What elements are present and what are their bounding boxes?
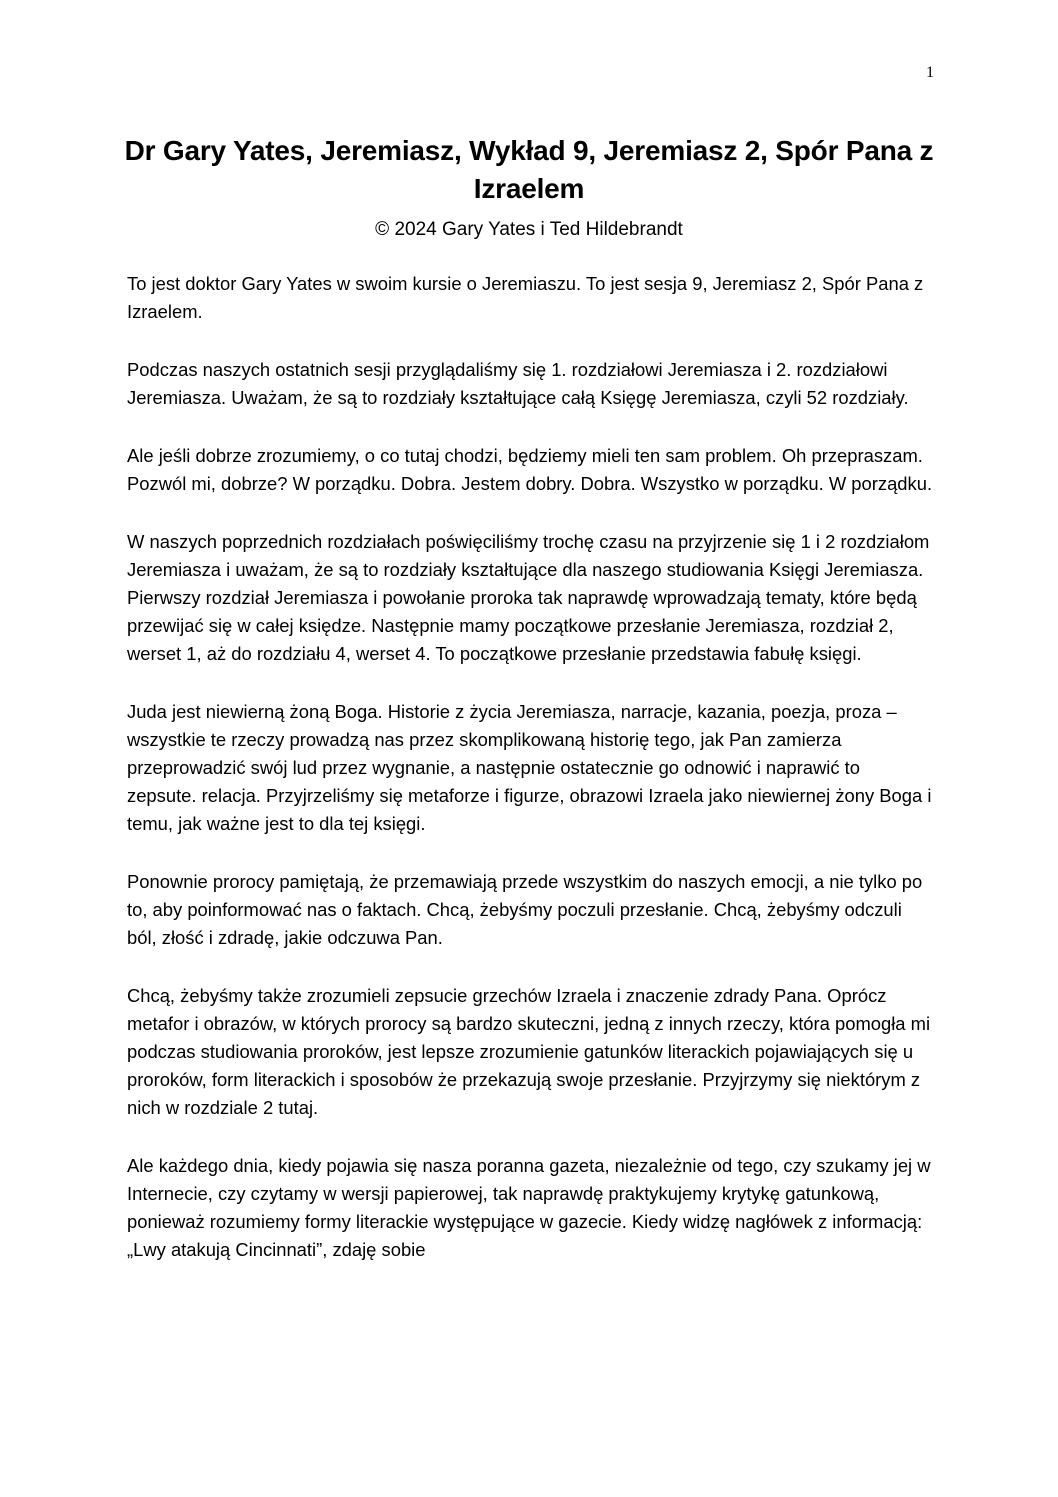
paragraph: Ale jeśli dobrze zrozumiemy, o co tutaj chodzi, będziemy mieli ten sam problem. Oh przepraszam. Pozwól mi, dobrze? W porządku. Dobra. Jestem dobry. Dobra. Wszystko w porządku. W porządku. [127,445,933,494]
document-body [127,270,933,1294]
document-title: Dr Gary Yates, Jeremiasz, Wykład 9, Jeremiasz 2, Spór Pana z Izraelem [124,135,934,204]
paragraph: Ale każdego dnia, kiedy pojawia się nasza poranna gazeta, niezależnie od tego, czy szukamy jej w Internecie, czy czytamy w wersji papierowej, tak naprawdę praktykujemy krytykę gatunkową, ponieważ rozumiemy formy literackie występujące w gazecie. Kiedy widzę nagłówek z informacją: „Lwy atakują Cincinnati”, zdaję sobie [127,1155,931,1260]
paragraph: To jest doktor Gary Yates w swoim kursie o Jeremiaszu. To jest sesja 9, Jeremiasz 2, Spór Pana z Izraelem. [127,273,924,322]
paragraph: Podczas naszych ostatnich sesji przyglądaliśmy się 1. rozdziałowi Jeremiasza i 2. rozdziałowi Jeremiasza. Uważam, że są to rozdziały kształtujące całą Księgę Jeremiasza, czyli 52 rozdziały. [127,359,909,408]
paragraph: W naszych poprzednich rozdziałach poświęciliśmy trochę czasu na przyjrzenie się 1 i 2 rozdziałom Jeremiasza i uważam, że są to rozdziały kształtujące dla naszego studiowania Księgi Jeremiasza. Pierwszy rozdział Jeremiasza i powołanie proroka tak naprawdę wprowadzają tematy, które będą przewijać się w całej księdze. Następnie mamy początkowe przesłanie Jeremiasza, rozdział 2, werset 1, aż do rozdziału 4, werset 4. To początkowe przesłanie przedstawia fabułę księgi. [127,531,930,664]
paragraph: Chcą, żebyśmy także zrozumieli zepsucie grzechów Izraela i znaczenie zdrady Pana. Oprócz metafor i obrazów, w których prorocy są bardzo skuteczni, jedną z innych rzeczy, która pomogła mi podczas studiowania proroków, jest lepsze zrozumienie gatunków literackich pojawiających się u proroków, form literackich i sposobów że przekazują swoje przesłanie. Przyjrzymy się niektórym z nich w rozdziale 2 tutaj. [127,985,931,1118]
paragraph: Ponownie prorocy pamiętają, że przemawiają przede wszystkim do naszych emocji, a nie tylko po to, aby poinformować nas o faktach. Chcą, żebyśmy poczuli przesłanie. Chcą, żebyśmy odczuli ból, złość i zdradę, jakie odczuwa Pan. [127,871,923,948]
page-number: 1 [926,64,934,81]
copyright-line: © 2024 Gary Yates i Ted Hildebrandt [375,219,683,240]
paragraph: Juda jest niewierną żoną Boga. Historie z życia Jeremiasza, narracje, kazania, poezja, proza – wszystkie te rzeczy prowadzą nas przez skomplikowaną historię tego, jak Pan zamierza przeprowadzić swój lud przez wygnanie, a następnie ostatecznie go odnowić i naprawić to zepsute. relacja. Przyjrzeliśmy się metaforze i figurze, obrazowi Izraela jako niewiernej żony Boga i temu, jak ważne jest to dla tej księgi. [127,701,932,834]
